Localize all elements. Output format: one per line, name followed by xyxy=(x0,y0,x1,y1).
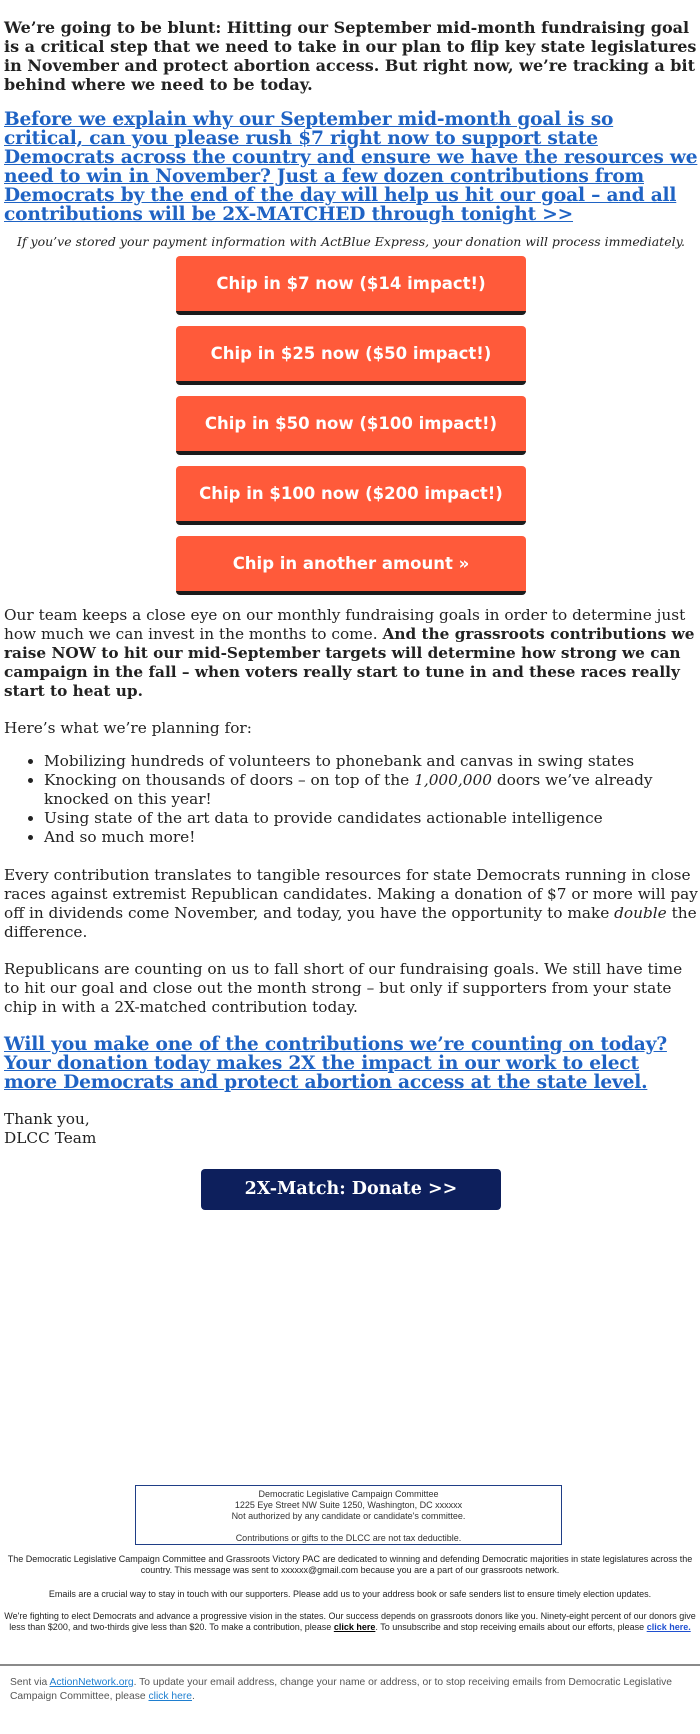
intro-lead: We’re going to be blunt: Hitting our September mid-month fundraising goal is a critical step that we need to take in our plan to flip key state legislatures in November and protect abortion access. But right now, we’re tracking a bit behind where we need to be today. xyxy=(4,18,697,94)
footer-donors xyxy=(4,1611,696,1633)
sent-via-note xyxy=(10,1676,690,1704)
appeal-link-2[interactable]: Will you make one of the contributions we’re counting on today? Your donation today makes 2X the impact in our work to elect more Democrats and protect abortion access at the state level. xyxy=(4,1034,667,1093)
unsubscribe-link[interactable]: click here. xyxy=(646,1622,691,1632)
tax-note: Contributions or gifts to the DLCC are not tax deductible. xyxy=(235,1533,462,1543)
chip-7-button[interactable]: Chip in $7 now ($14 impact!) xyxy=(176,256,526,315)
chip-25-button[interactable]: Chip in $25 now ($50 impact!) xyxy=(176,326,526,385)
signoff xyxy=(4,1110,698,1148)
plan-item-emphasis: 1,000,000 xyxy=(414,771,492,789)
paragraph-goals-emphasis: And the grassroots contributions we raise NOW to hit our mid-September targets will determine how strong we can campaign in the fall – when voters really start to tune in and these races really start to heat up. xyxy=(4,625,695,700)
authorization-note: Not authorized by any candidate or candidate's committee. xyxy=(231,1511,466,1521)
plan-item: • Mobilizing hundreds of volunteers to phonebank and canvas in swing states xyxy=(44,752,698,771)
appeal-link[interactable]: Before we explain why our September mid-month goal is so critical, can you please rush $7 right now to support state Democrats across the country and ensure we have the resources we need to win in November? Just a few dozen contributions from Democrats by the end of the day will help us hit our goal – and all contributions will be 2X-MATCHED through tonight >> xyxy=(4,109,698,225)
contribute-link[interactable]: click here xyxy=(333,1622,376,1632)
plan-item xyxy=(44,771,698,809)
paragraph-republicans: Republicans are counting on us to fall short of our fundraising goals. We still have time to hit our goal and close out the month strong – but only if supporters from your state chip in with a 2X-matched contribution today. xyxy=(4,960,683,1016)
plan-item-text: doors we’ve already knocked on this year! xyxy=(44,771,653,808)
paragraph-contribution-text: the difference. xyxy=(4,904,697,941)
chip-other-amount-button[interactable]: Chip in another amount » xyxy=(176,536,526,595)
plan-item-text: Knocking on thousands of doors – on top of the xyxy=(44,771,415,789)
sent-via-text: . xyxy=(192,1691,195,1702)
chip-100-button[interactable]: Chip in $100 now ($200 impact!) xyxy=(176,466,526,525)
donate-button[interactable]: 2X-Match: Donate >> xyxy=(201,1169,501,1210)
address-box xyxy=(135,1485,562,1545)
chip-button-group xyxy=(4,256,698,595)
address-gap xyxy=(136,1522,561,1533)
footer-donors-text: . To unsubscribe and stop receiving emails about our efforts, please xyxy=(375,1622,647,1632)
plan-list xyxy=(4,752,698,847)
footer-safe-senders: Emails are a crucial way to stay in touch with our supporters. Please add us to your address book or safe senders list to ensure timely election updates. xyxy=(48,1589,652,1599)
signature: DLCC Team xyxy=(4,1129,97,1147)
paragraph-goals xyxy=(4,606,698,701)
sent-via-text: . To update your email address, change your name or address, or to stop receiving emails from Democratic Legislative Campaign Committee, please xyxy=(10,1677,672,1702)
sent-via-text: Sent via xyxy=(10,1677,50,1688)
thanks-text: Thank you, xyxy=(4,1110,90,1128)
footer-mission: The Democratic Legislative Campaign Committee and Grassroots Victory PAC are dedicated to winning and defending Democratic majorities in state legislatures across the country. This message was sent to xxxxxx@gmail.com because you are a part of our grassroots network. xyxy=(7,1554,693,1575)
action-network-link[interactable]: ActionNetwork.org xyxy=(49,1677,134,1688)
actblue-express-note: If you’ve stored your payment information with ActBlue Express, your donation will process immediately. xyxy=(17,234,685,249)
update-preferences-link[interactable]: click here xyxy=(148,1691,193,1702)
plan-intro: Here’s what we’re planning for: xyxy=(4,719,252,737)
org-address: 1225 Eye Street NW Suite 1250, Washington, DC xxxxxx xyxy=(234,1500,463,1510)
paragraph-contribution xyxy=(4,866,698,942)
plan-item: • And so much more! xyxy=(44,828,698,847)
plan-item: • Using state of the art data to provide candidates actionable intelligence xyxy=(44,809,698,828)
paragraph-contribution-text: Every contribution translates to tangible resources for state Democrats running in close races against extremist Republican candidates. Making a donation of $7 or more will pay off in dividends come November, and today, you have the opportunity to make xyxy=(4,866,698,922)
footer-divider xyxy=(0,1664,700,1666)
footer-donors-text: We're fighting to elect Democrats and advance a progressive vision in the states. Our success depends on grassroots donors like you. Ninety-eight percent of our donors give less than $200, and two-thirds give less than $20. To make a contribution, please xyxy=(4,1611,696,1632)
email-body xyxy=(4,18,698,1210)
paragraph-goals-text: Our team keeps a close eye on our monthly fundraising goals in order to determine just how much we can invest in the months to come. xyxy=(4,606,686,643)
org-name: Democratic Legislative Campaign Committee xyxy=(258,1489,439,1499)
chip-50-button[interactable]: Chip in $50 now ($100 impact!) xyxy=(176,396,526,455)
paragraph-contribution-emphasis: double xyxy=(614,904,667,922)
